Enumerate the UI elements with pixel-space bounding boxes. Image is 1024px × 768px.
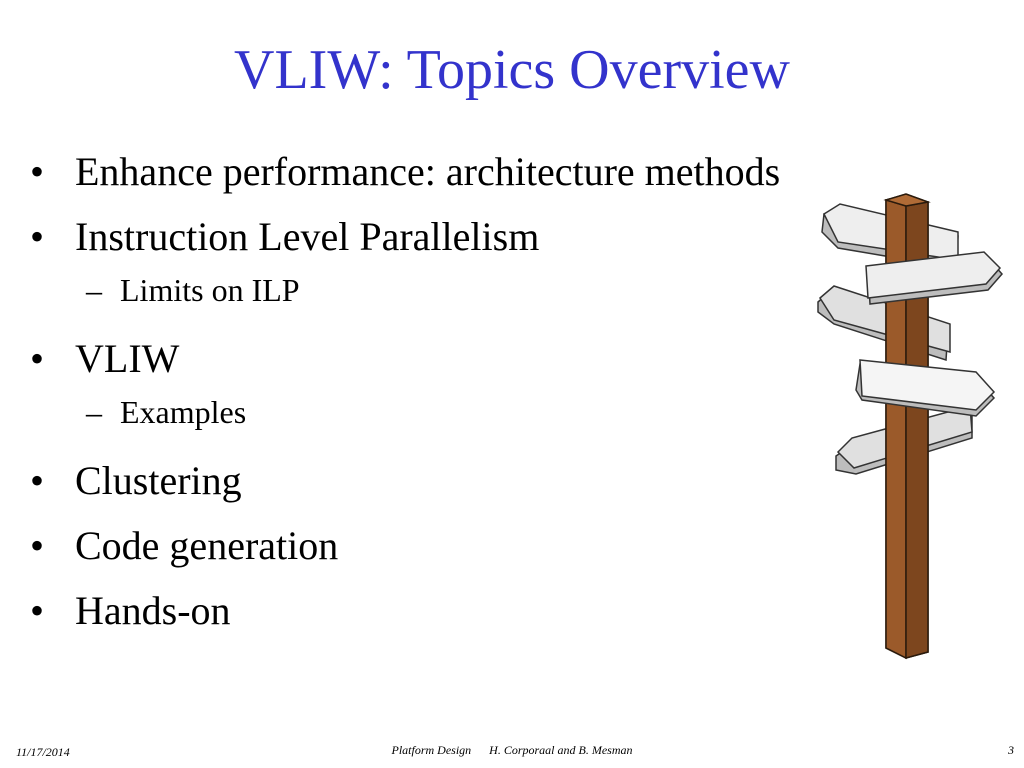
bullet-dot: • xyxy=(30,588,45,633)
bullet-item xyxy=(30,213,910,261)
bullet-item xyxy=(30,587,910,635)
sub-bullet-text: Examples xyxy=(120,394,247,430)
sub-bullet-dash: – xyxy=(86,272,102,308)
slide-title: VLIW: Topics Overview xyxy=(234,39,790,101)
bullet-text: Clustering xyxy=(75,458,242,503)
bullet-dot: • xyxy=(30,458,45,503)
bullet-text: VLIW xyxy=(75,336,180,381)
bullet-list xyxy=(30,148,910,652)
bullet-dot: • xyxy=(30,149,45,194)
bullet-dot: • xyxy=(30,523,45,568)
sub-bullet-item xyxy=(30,270,910,310)
bullet-text: Instruction Level Parallelism xyxy=(75,214,540,259)
footer-date: 11/17/2014 xyxy=(16,745,70,759)
page-number: 3 xyxy=(1008,743,1014,757)
sub-bullet-item xyxy=(30,392,910,432)
sub-bullet-dash: – xyxy=(86,394,102,430)
bullet-item xyxy=(30,148,910,196)
footer-credits xyxy=(0,742,1024,758)
bullet-dot: • xyxy=(30,336,45,381)
bullet-text: Enhance performance: architecture methods xyxy=(75,149,781,194)
bullet-item xyxy=(30,522,910,570)
bullet-item xyxy=(30,457,910,505)
signpost-icon xyxy=(810,190,1010,665)
bullet-text: Hands-on xyxy=(75,588,231,633)
bullet-dot: • xyxy=(30,214,45,259)
bullet-text: Code generation xyxy=(75,523,339,568)
footer-course: Platform Design xyxy=(391,743,472,757)
bullet-item xyxy=(30,335,910,383)
sign-board xyxy=(856,360,994,416)
sub-bullet-text: Limits on ILP xyxy=(120,272,300,308)
footer-authors: H. Corporaal and B. Mesman xyxy=(489,743,633,757)
